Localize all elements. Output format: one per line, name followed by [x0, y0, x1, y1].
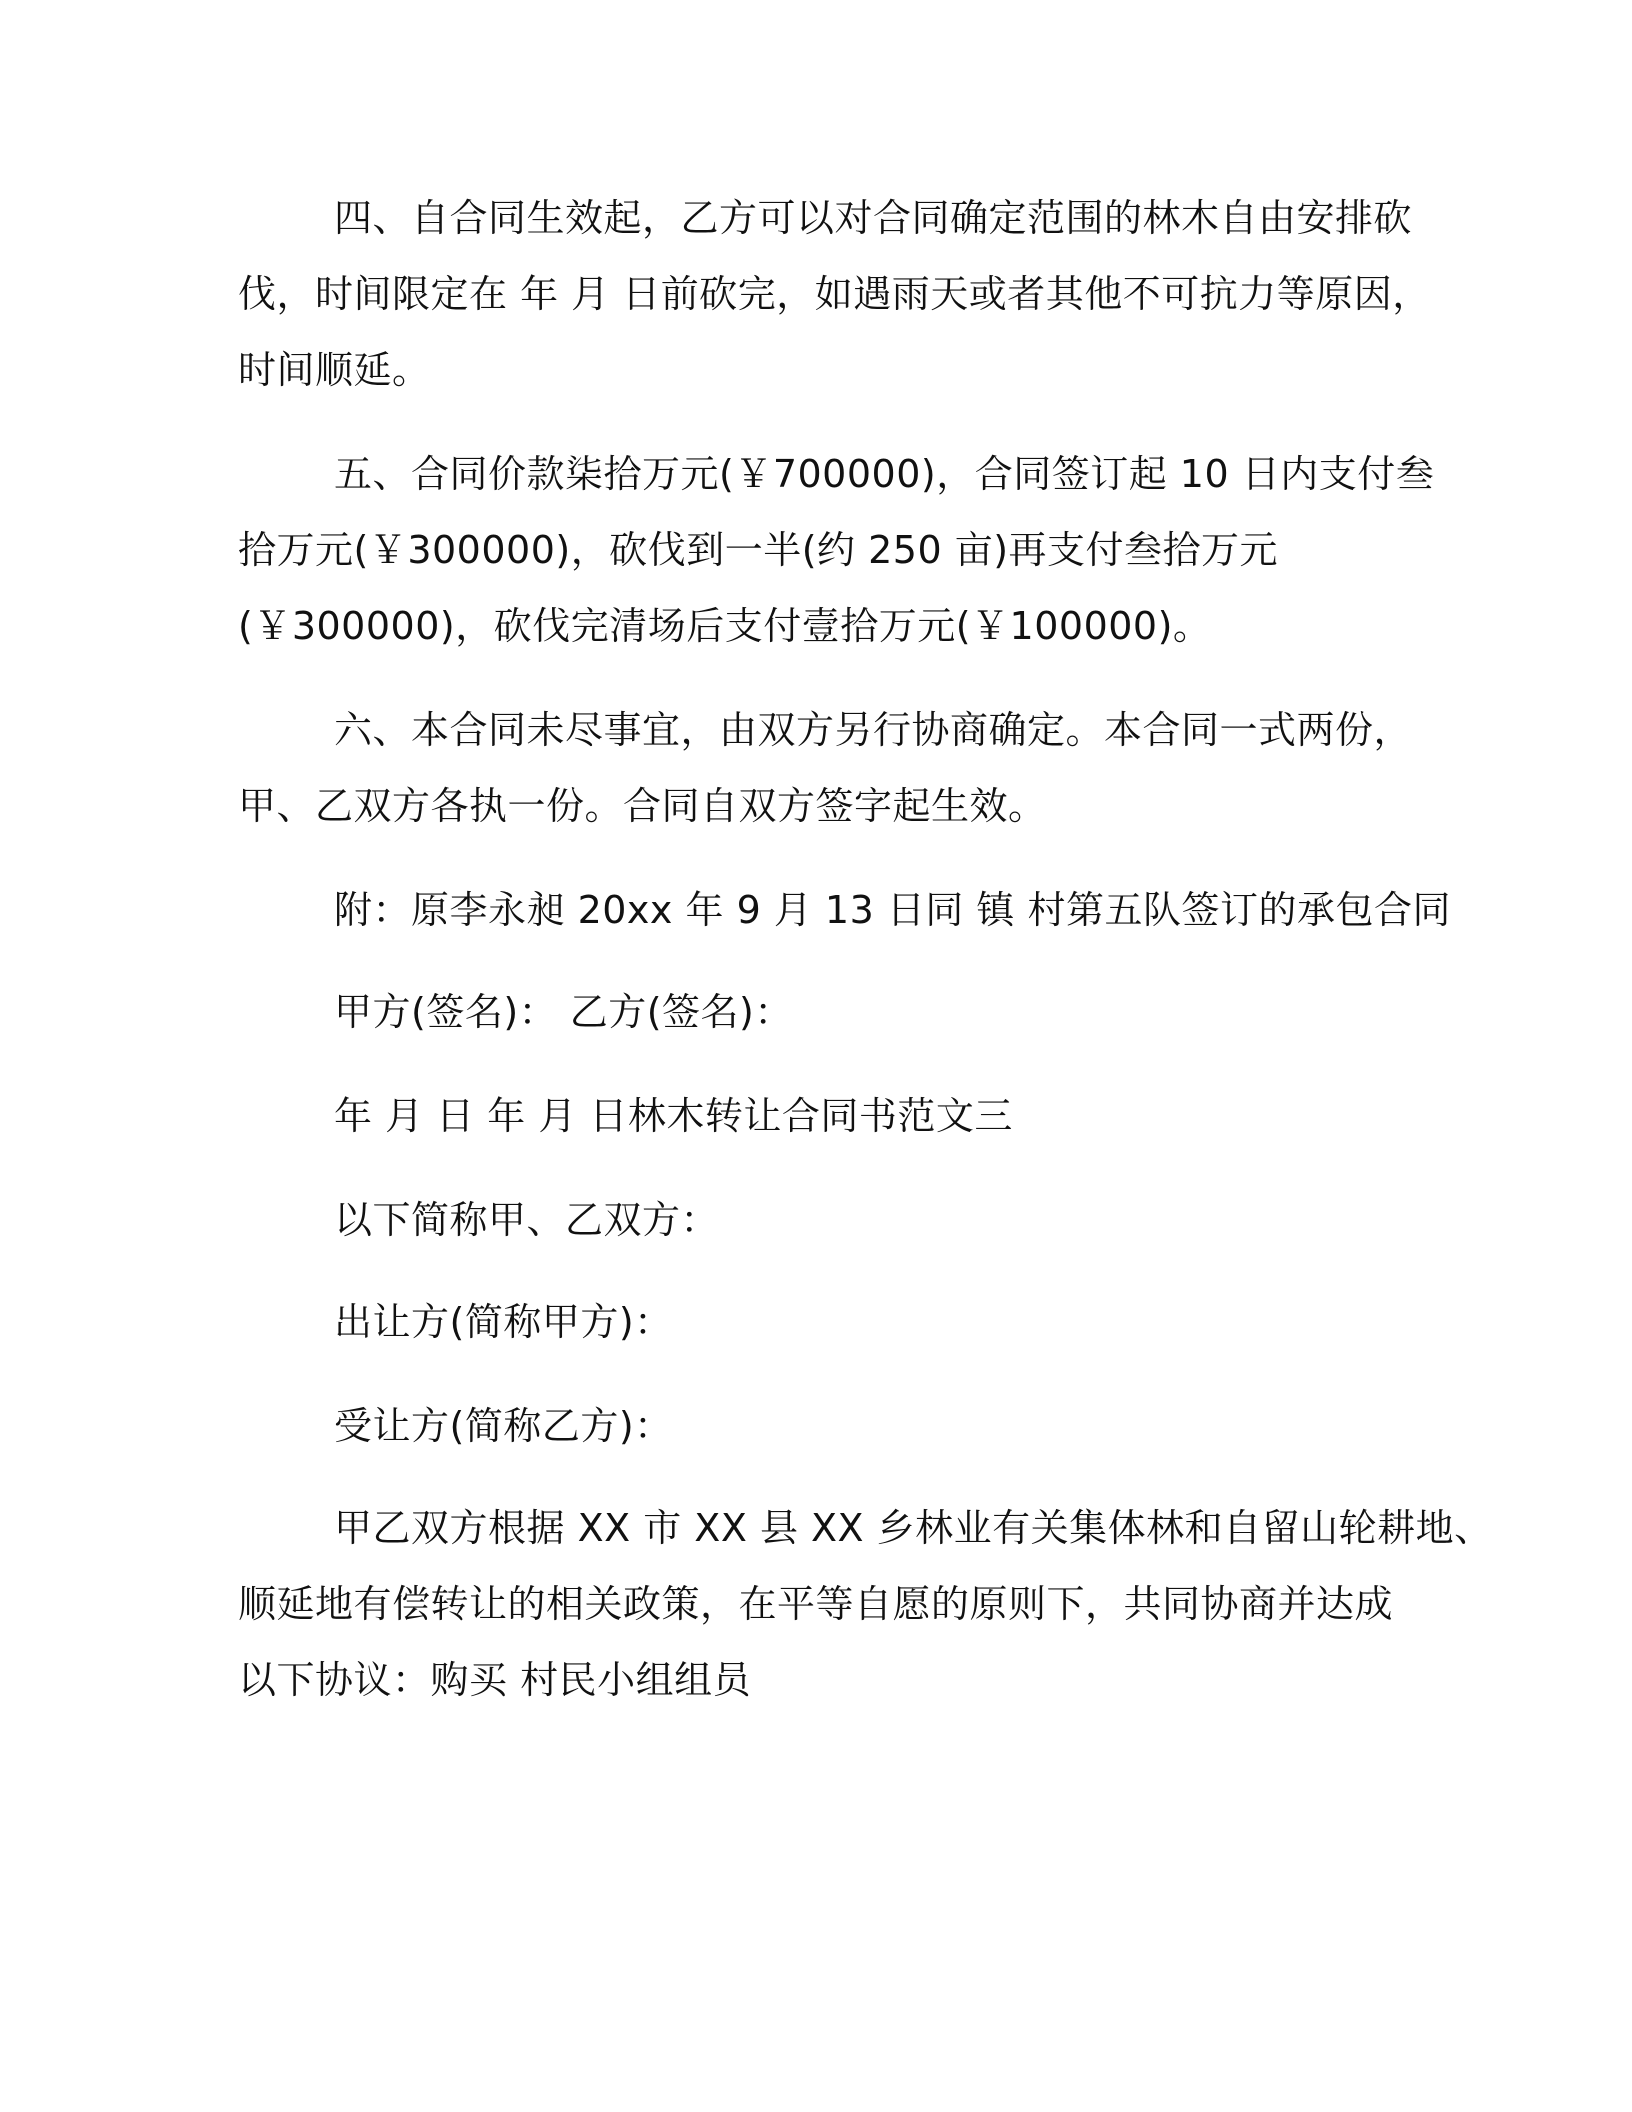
clause-4-line-2: 伐，时间限定在 年 月 日前砍完，如遇雨天或者其他不可抗力等原因， — [238, 272, 1431, 316]
transferor-line: 出让方(简称甲方)： — [334, 1300, 673, 1344]
clause-6-line-2: 甲、乙双方各执一份。合同自双方签字起生效。 — [238, 784, 1047, 828]
clause-6-line-1: 六、本合同未尽事宜，由双方另行协商确定。本合同一式两份， — [334, 708, 1413, 752]
attachment-note: 附：原李永昶 20xx 年 9 月 13 日同 镇 村第五队签订的承包合同 — [334, 888, 1451, 932]
abbreviation-line: 以下简称甲、乙双方： — [334, 1198, 720, 1242]
policy-paragraph-line-1: 甲乙双方根据 XX 市 XX 县 XX 乡林业有关集体林和自留山轮耕地、 — [334, 1506, 1493, 1550]
clause-4-line-3: 时间顺延。 — [238, 348, 431, 392]
signature-line: 甲方(签名)： 乙方(签名)： — [334, 990, 793, 1034]
clause-5-line-2: 拾万元(￥300000)，砍伐到一半(约 250 亩)再支付叁拾万元 — [238, 528, 1279, 572]
date-and-title-line: 年 月 日 年 月 日林木转让合同书范文三 — [334, 1094, 1013, 1138]
policy-paragraph-line-3: 以下协议：购买 村民小组组员 — [238, 1658, 752, 1702]
policy-paragraph-line-2: 顺延地有偿转让的相关政策，在平等自愿的原则下，共同协商并达成 — [238, 1582, 1394, 1626]
clause-5-line-3: (￥300000)，砍伐完清场后支付壹拾万元(￥100000)。 — [238, 604, 1212, 648]
transferee-line: 受让方(简称乙方)： — [334, 1404, 673, 1448]
clause-4-line-1: 四、自合同生效起，乙方可以对合同确定范围的林木自由安排砍 — [334, 196, 1413, 240]
clause-5-line-1: 五、合同价款柒拾万元(￥700000)，合同签订起 10 日内支付叁 — [334, 452, 1435, 496]
